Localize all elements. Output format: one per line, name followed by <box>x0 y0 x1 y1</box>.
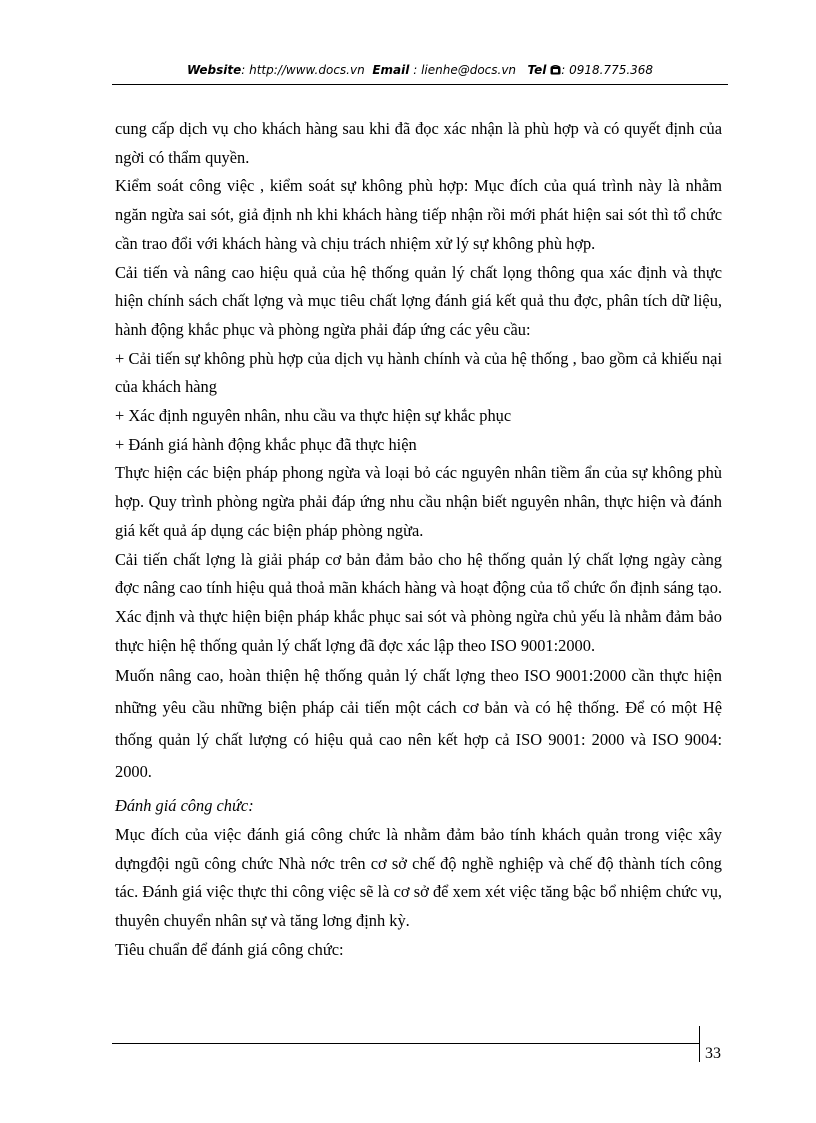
paragraph: cung cấp dịch vụ cho khách hàng sau khi đã đọc xác nhận là phù hợp và có quyết định của ngời có thẩm quyền. <box>115 119 722 167</box>
paragraph: Thực hiện các biện pháp phong ngừa và loại bỏ các nguyên nhân tiềm ẩn của sự không phù hợp. Quy trình phòng ngừa phải đáp ứng nhu cầu nhận biết nguyên nhân, thực hiện và đánh giá kết quả áp dụng các biện pháp phòng ngừa. <box>115 463 722 540</box>
paragraph: + Cải tiến sự không phù hợp của dịch vụ hành chính và của hệ thống , bao gồm cả khiếu nại của khách hàng <box>115 348 722 397</box>
footer-vertical-rule <box>699 1026 700 1062</box>
paragraph: + Xác định nguyên nhân, nhu cầu va thực hiện sự khắc phục <box>115 406 512 426</box>
paragraph: Tiêu chuẩn để đánh giá công chức: <box>115 939 344 959</box>
tel-value: : 0918.775.368 <box>561 63 654 77</box>
page-number: 33 <box>705 1045 721 1062</box>
email-value: : lienhe@docs.vn <box>409 63 517 77</box>
body-text <box>115 115 722 965</box>
paragraph: + Đánh giá hành động khắc phục đã thực hiện <box>115 434 417 454</box>
paragraph: Cải tiến chất lợng là giải pháp cơ bản đảm bảo cho hệ thống quản lý chất lợng ngày càng đợc nâng cao tính hiệu quả thoả mãn khách hàng và hoạt động của tổ chức ổn định sáng tạo. Xác định và thực hiện biện pháp khắc phục sai sót và phòng ngừa chủ yếu là nhằm đảm bảo thực hiện hệ thống quản lý chất lợng đã đợc xác lập theo ISO 9001:2000. <box>115 549 722 655</box>
paragraph: Mục đích của việc đánh giá công chức là nhằm đảm bảo tính khách quản trong việc xây dựngđội ngũ công chức Nhà nớc trên cơ sở chế độ nghề nghiệp và chế độ thành tích công tác. Đánh giá việc thực thi công việc sẽ là cơ sở để xem xét việc tăng bậc bổ nhiệm chức vụ, thuyên chuyển nhân sự và tăng lơng định kỳ. <box>115 825 722 931</box>
paragraph: Cải tiến và nâng cao hiệu quả của hệ thống quản lý chất lọng thông qua xác định và thực hiện chính sách chất lợng và mục tiêu chất lợng đánh giá kết quả thu đợc, phân tích dữ liệu, hành động khắc phục và phòng ngừa phải đáp ứng các yêu cầu: <box>115 262 722 339</box>
tel-label: Tel <box>527 63 547 77</box>
page-header <box>110 60 730 86</box>
footer-divider <box>112 1043 699 1044</box>
phone-icon <box>550 61 561 71</box>
header-divider <box>112 84 728 85</box>
website-value: : http://www.docs.vn <box>241 63 365 77</box>
paragraph: Kiểm soát công việc , kiểm soát sự không phù hợp: Mục đích của quá trình này là nhằm ngăn ngừa sai sót, giả định nh khi khách hàng tiếp nhận rồi mới phát hiện sai sót thì tổ chức cần trao đổi với khách hàng và chịu trách nhiệm xử lý sự không phù hợp. <box>115 176 722 253</box>
section-heading: Đánh giá công chức: <box>115 796 254 816</box>
email-label: Email <box>372 63 410 77</box>
website-label: Website <box>186 63 242 77</box>
paragraph: Muốn nâng cao, hoàn thiện hệ thống quản lý chất lợng theo ISO 9001:2000 cần thực hiện những yêu cầu những biện pháp cải tiến một cách cơ bản và có hệ thống. Để có một Hệ thống quản lý chất lượng có hiệu quả cao nên kết hợp cả ISO 9001: 2000 và ISO 9004: 2000. <box>115 666 722 782</box>
